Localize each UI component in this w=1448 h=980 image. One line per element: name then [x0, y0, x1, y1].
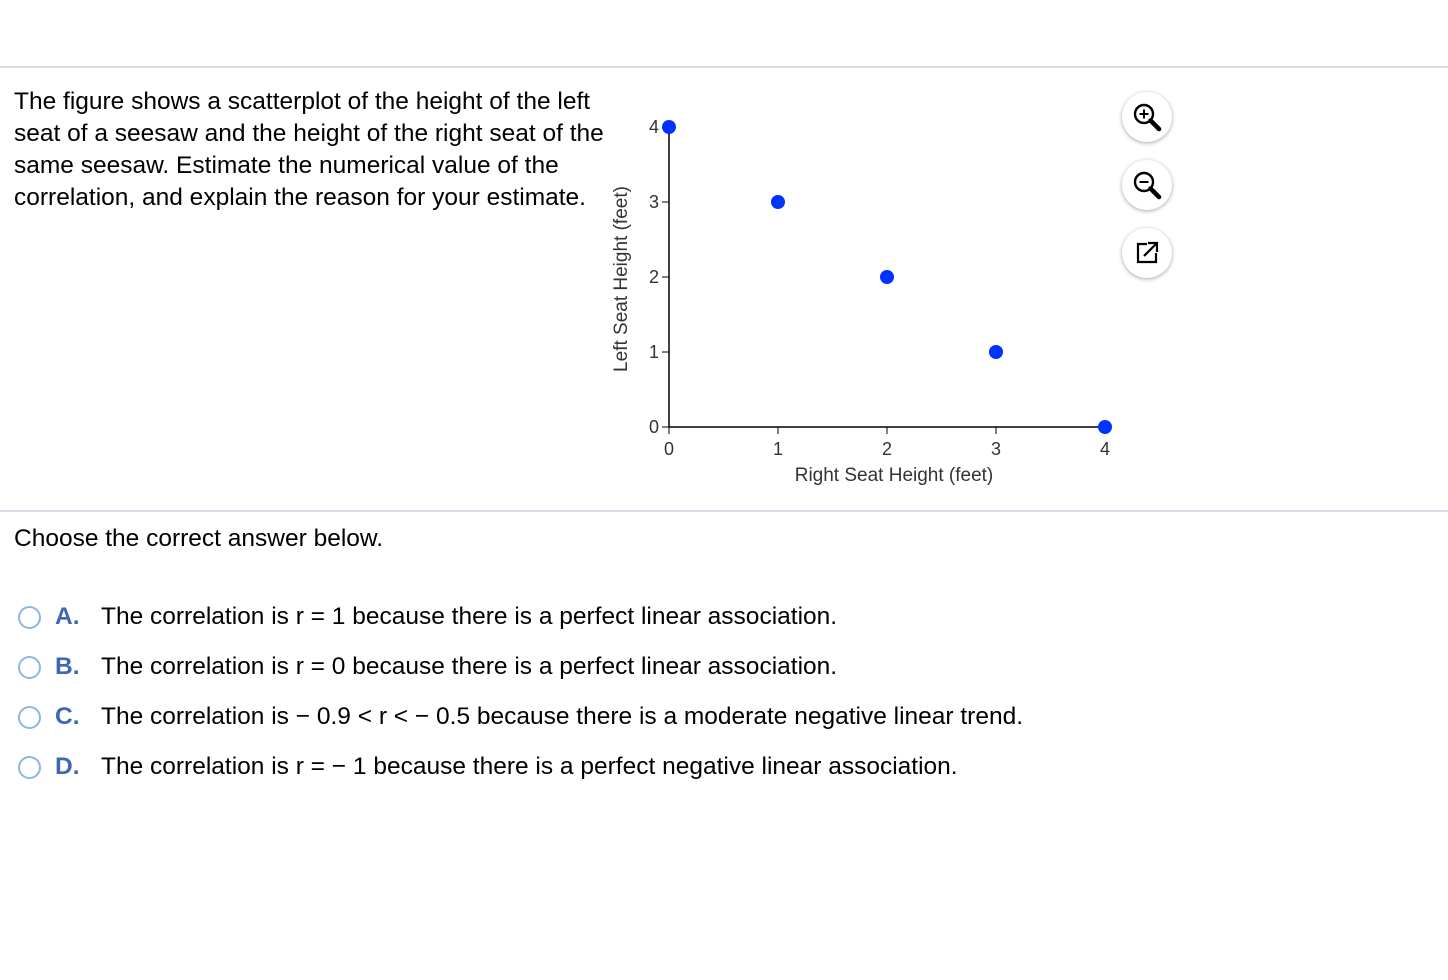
x-axis-label: Right Seat Height (feet)	[794, 465, 994, 486]
top-divider	[0, 66, 1448, 68]
zoom-in-button[interactable]	[1122, 92, 1172, 142]
zoom-out-button[interactable]	[1122, 160, 1172, 210]
popout-icon	[1132, 238, 1162, 268]
option-d[interactable]	[18, 742, 1218, 792]
option-a[interactable]	[18, 592, 1218, 642]
data-point	[662, 120, 676, 134]
option-text: The correlation is − 0.9 < r < − 0.5 because there is a moderate negative linear trend.	[101, 703, 1024, 730]
x-tick-label: 4	[1099, 439, 1111, 459]
option-b[interactable]	[18, 642, 1218, 692]
question-text: The figure shows a scatterplot of the height of the left seat of a seesaw and the height of the right seat of the same seesaw. Estimate the numerical value of the correlation, and explain the reason for your estimate.	[14, 88, 604, 211]
radio-button[interactable]	[18, 706, 41, 729]
x-tick-label: 1	[772, 439, 784, 459]
data-point	[989, 345, 1003, 359]
zoom-in-icon	[1130, 100, 1164, 134]
y-tick-label: 2	[648, 267, 659, 287]
popout-button[interactable]	[1122, 228, 1172, 278]
option-c[interactable]	[18, 692, 1218, 742]
y-axis-label: Left Seat Height (feet)	[611, 186, 632, 372]
option-text: The correlation is r = 1 because there is a perfect linear association.	[101, 603, 838, 630]
option-letter: B.	[55, 653, 80, 680]
answer-prompt: Choose the correct answer below.	[14, 525, 384, 552]
x-tick-label: 3	[990, 439, 1002, 459]
y-tick-label: 4	[648, 117, 659, 137]
zoom-out-icon	[1130, 168, 1164, 202]
x-tick-label: 2	[881, 439, 893, 459]
y-tick-label: 0	[648, 417, 659, 437]
radio-button[interactable]	[18, 656, 41, 679]
y-tick-label: 3	[648, 192, 659, 212]
data-point	[771, 195, 785, 209]
scatterplot	[605, 100, 1135, 500]
option-text: The correlation is r = − 1 because there is a perfect negative linear association.	[101, 753, 958, 780]
option-text: The correlation is r = 0 because there is a perfect linear association.	[101, 653, 838, 680]
x-tick-label: 0	[663, 439, 675, 459]
data-point	[1098, 420, 1112, 434]
option-letter: D.	[55, 753, 80, 780]
radio-button[interactable]	[18, 756, 41, 779]
data-point	[880, 270, 894, 284]
y-tick-label: 1	[648, 342, 659, 362]
option-letter: A.	[55, 603, 80, 630]
radio-button[interactable]	[18, 606, 41, 629]
middle-divider	[0, 510, 1448, 512]
option-letter: C.	[55, 703, 80, 730]
answer-options	[18, 592, 1218, 792]
